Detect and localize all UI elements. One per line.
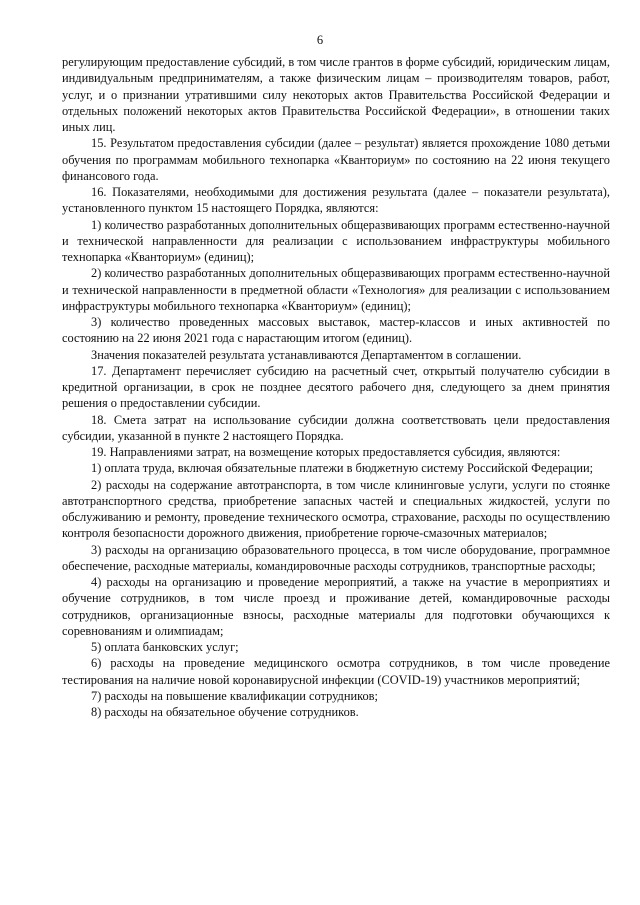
paragraph: 2) количество разработанных дополнительных общеразвивающих программ естественно-научной и технической направленности в предметной области «Технология» для реализации с использованием инфраструктуры мобильного технопарка «Кванториум» (единиц); [62,266,610,313]
paragraph: 15. Результатом предоставления субсидии (далее – результат) является прохождение 1080 детьми обучения по программам мобильного технопарка «Кванториум» по состоянию на 22 июня текущего финансового года. [62,136,610,183]
paragraph: 4) расходы на организацию и проведение мероприятий, а также на участие в мероприятиях и обучение сотрудников, в том числе проезд и проживание детей, командировочные расходы сотрудников, организационные взносы, расходные материалы для подготовки обучающихся к соревнованиям и олимпиадам; [62,575,610,638]
paragraph: 17. Департамент перечисляет субсидию на расчетный счет, открытый получателю субсидии в кредитной организации, в срок не позднее десятого рабочего дня, следующего за днем принятия решения о предоставлении субсидии. [62,363,610,411]
paragraph: 3) расходы на организацию образовательного процесса, в том числе оборудование, программное обеспечение, расходные материалы, командировочные расходы сотрудников, транспортные расходы; [62,542,610,573]
paragraph: 5) оплата банковских услуг; [91,640,239,654]
paragraph: регулирующим предоставление субсидий, в том числе грантов в форме субсидий, юридическим лицам, индивидуальным предпринимателям, а также физическим лицам – производителям товаров, работ, услуг, и о признании утратившими силу некоторых актов Правительства Российской Федерации и отдельных положений некоторых актов Правительства Российской Федерации», в отношении таких иных лиц. [62,55,610,134]
paragraph: 2) расходы на содержание автотранспорта, в том числе клининговые услуги, услуги по стоянке автотранспортного средства, приобретение запасных частей и специальных жидкостей, услуги по обслуживанию и ремонту, проведение технического осмотра, страхование, расходы по осуществлению контроля безопасности дорожного движения, приобретение горюче-смазочных материалов; [62,477,610,541]
paragraph: 1) оплата труда, включая обязательные платежи в бюджетную систему Российской Федерации; [91,461,594,476]
paragraph: 6) расходы на проведение медицинского осмотра сотрудников, в том числе проведение тестирования на наличие новой коронавирусной инфекции (COVID-19) участников мероприятий; [62,656,610,687]
paragraph: 7) расходы на повышение квалификации сотрудников; [91,688,378,703]
paragraph: 18. Смета затрат на использование субсидии должна соответствовать цели предоставления субсидии, указанной в пункте 2 настоящего Порядка. [62,412,610,443]
page-number: 6 [316,33,324,47]
paragraph: 3) количество проведенных массовых выставок, мастер-классов и иных активностей по состоянию на 22 июня 2021 года с нарастающим итогом (единиц). [62,315,610,346]
paragraph: 1) количество разработанных дополнительных общеразвивающих программ естественно-научной и технической направленности для реализации с использованием инфраструктуры мобильного технопарка «Кванториум» (единиц); [62,217,610,264]
document-body [62,54,610,720]
paragraph: Значения показателей результата устанавливаются Департаментом в соглашении. [91,347,522,362]
paragraph: 19. Направлениями затрат, на возмещение которых предоставляется субсидия, являются: [91,445,561,459]
paragraph: 16. Показателями, необходимыми для достижения результата (далее – показатели результата), установленного пунктом 15 настоящего Порядка, являются: [62,185,610,216]
paragraph: 8) расходы на обязательное обучение сотрудников. [91,705,359,719]
